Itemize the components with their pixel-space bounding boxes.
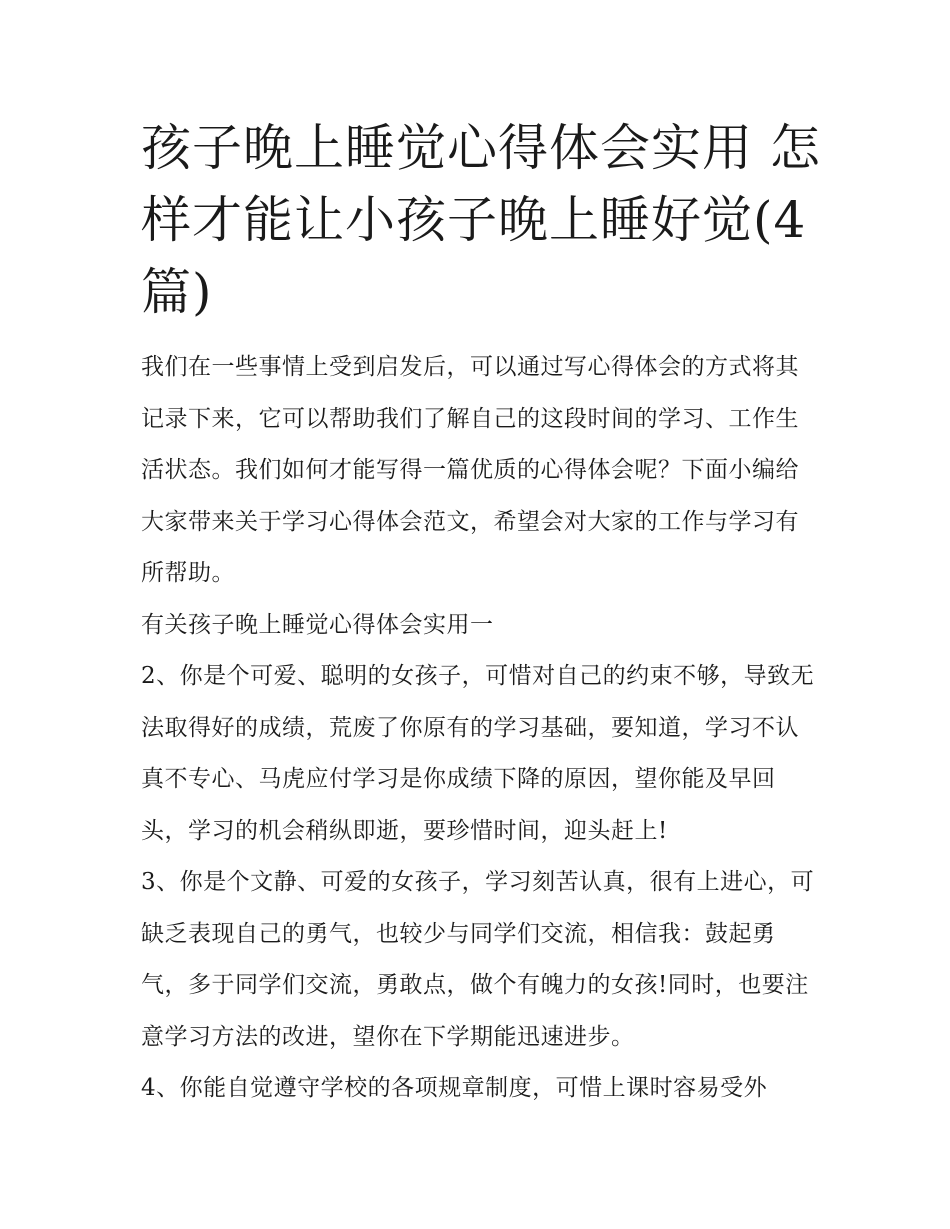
document-title: 孩子晚上睡觉心得体会实用 怎样才能让小孩子晚上睡好觉(4篇) (141, 119, 821, 321)
intro-paragraph: 我们在一些事情上受到启发后，可以通过写心得体会的方式将其记录下来，它可以帮助我们了解自己的这段时间的学习、工作生活状态。我们如何才能写得一篇优质的心得体会呢？下面小编给大家带来关于学习心得体会范文，希望会对大家的工作与学习有所帮助。 (141, 354, 799, 586)
item-paragraph-3: 3、你是个文静、可爱的女孩子，学习刻苦认真，很有上进心，可缺乏表现自己的勇气，也较少与同学们交流，相信我：鼓起勇气，多于同学们交流，勇敢点，做个有魄力的女孩!同时，也要注意学习方法的改进，望你在下学期能迅速进步。 (141, 869, 815, 1050)
document-page (141, 112, 821, 1115)
section-heading: 有关孩子晚上睡觉心得体会实用一 (141, 611, 494, 638)
item-paragraph-4: 4、你能自觉遵守学校的各项规章制度，可惜上课时容易受外 (141, 1075, 768, 1101)
item-paragraph-2: 2、你是个可爱、聪明的女孩子，可惜对自己的约束不够，导致无法取得好的成绩，荒废了你原有的学习基础，要知道，学习不认真不专心、马虎应付学习是你成绩下降的原因，望你能及早回头，学习的机会稍纵即逝，要珍惜时间，迎头赶上! (141, 663, 815, 844)
